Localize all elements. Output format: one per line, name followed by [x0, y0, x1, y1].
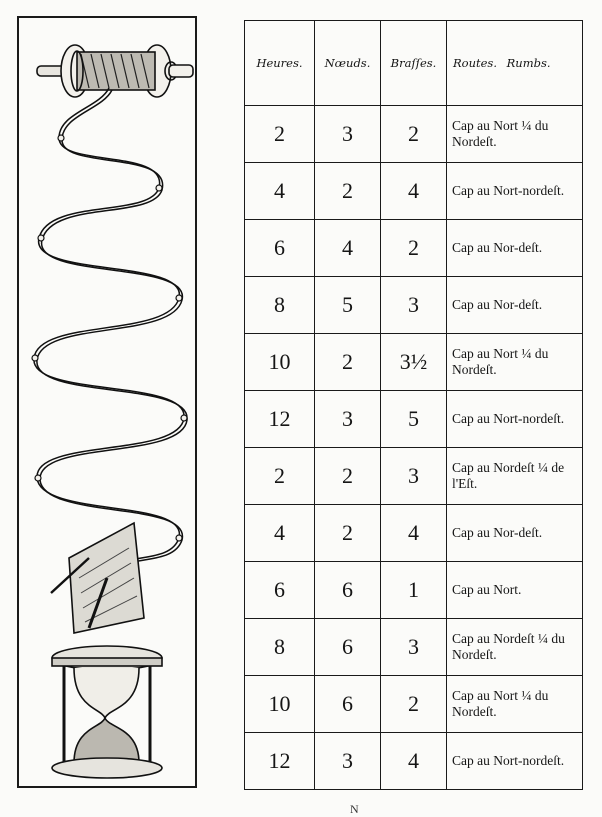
reel-icon [37, 45, 193, 97]
cell-route: Cap au Nor-deſt. [447, 505, 583, 562]
table-row [245, 505, 583, 562]
table-header-row [245, 21, 583, 106]
cell-brasses: 2 [381, 220, 447, 277]
sandglass-icon [52, 646, 162, 778]
table-row [245, 220, 583, 277]
table-row [245, 448, 583, 505]
table-row [245, 163, 583, 220]
cell-brasses: 3 [381, 448, 447, 505]
table-row [245, 277, 583, 334]
cell-brasses: 4 [381, 505, 447, 562]
cell-route: Cap au Nort ¼ du Nordeſt. [447, 334, 583, 391]
cell-heures: 6 [245, 220, 315, 277]
cell-noeuds: 2 [315, 334, 381, 391]
cell-noeuds: 3 [315, 106, 381, 163]
cell-heures: 8 [245, 619, 315, 676]
cell-route: Cap au Nort-nordeſt. [447, 733, 583, 790]
table-row [245, 676, 583, 733]
cell-heures: 10 [245, 676, 315, 733]
cell-noeuds: 6 [315, 619, 381, 676]
header-noeuds: Nœuds. [315, 21, 381, 106]
page-footer-text: N [350, 802, 359, 816]
log-chip-icon [51, 523, 144, 633]
cell-brasses: 2 [381, 676, 447, 733]
cell-route: Cap au Nort-nordeſt. [447, 163, 583, 220]
cell-brasses: 1 [381, 562, 447, 619]
header-brasses: Braſſes. [381, 21, 447, 106]
ship-log-table [244, 20, 583, 790]
cell-route: Cap au Nort-nordeſt. [447, 391, 583, 448]
cell-heures: 12 [245, 733, 315, 790]
cell-route: Cap au Nort ¼ du Nordeſt. [447, 676, 583, 733]
table-body [245, 106, 583, 790]
header-heures: Heures. [245, 21, 315, 106]
cell-brasses: 4 [381, 733, 447, 790]
cell-heures: 4 [245, 505, 315, 562]
header-routes-rumbs: Routes. Rumbs. [447, 21, 583, 106]
cell-noeuds: 3 [315, 733, 381, 790]
log-line-illustration [17, 16, 197, 788]
log-reel-line-glass-illustration [19, 18, 195, 786]
cell-route: Cap au Nordeſt ¼ du Nordeſt. [447, 619, 583, 676]
cell-heures: 2 [245, 106, 315, 163]
cell-noeuds: 6 [315, 676, 381, 733]
cell-noeuds: 5 [315, 277, 381, 334]
cell-heures: 4 [245, 163, 315, 220]
cell-route: Cap au Nor-deſt. [447, 277, 583, 334]
table-row [245, 619, 583, 676]
cell-noeuds: 6 [315, 562, 381, 619]
cell-heures: 6 [245, 562, 315, 619]
cell-brasses: 4 [381, 163, 447, 220]
cell-route: Cap au Nor-deſt. [447, 220, 583, 277]
table-row [245, 391, 583, 448]
cell-noeuds: 4 [315, 220, 381, 277]
cell-heures: 2 [245, 448, 315, 505]
cell-brasses: 3 [381, 277, 447, 334]
cell-brasses: 3 [381, 619, 447, 676]
cell-noeuds: 2 [315, 505, 381, 562]
cell-brasses: 5 [381, 391, 447, 448]
table-row [245, 334, 583, 391]
cell-noeuds: 2 [315, 448, 381, 505]
table-row [245, 562, 583, 619]
cell-heures: 10 [245, 334, 315, 391]
cell-heures: 12 [245, 391, 315, 448]
table-row [245, 733, 583, 790]
cell-brasses: 2 [381, 106, 447, 163]
cell-noeuds: 2 [315, 163, 381, 220]
cell-brasses: 3½ [381, 334, 447, 391]
log-line-coil [34, 88, 187, 580]
cell-heures: 8 [245, 277, 315, 334]
cell-route: Cap au Nort ¼ du Nordeſt. [447, 106, 583, 163]
table-row [245, 106, 583, 163]
cell-route: Cap au Nort. [447, 562, 583, 619]
cell-noeuds: 3 [315, 391, 381, 448]
cell-route: Cap au Nordeſt ¼ de l'Eſt. [447, 448, 583, 505]
